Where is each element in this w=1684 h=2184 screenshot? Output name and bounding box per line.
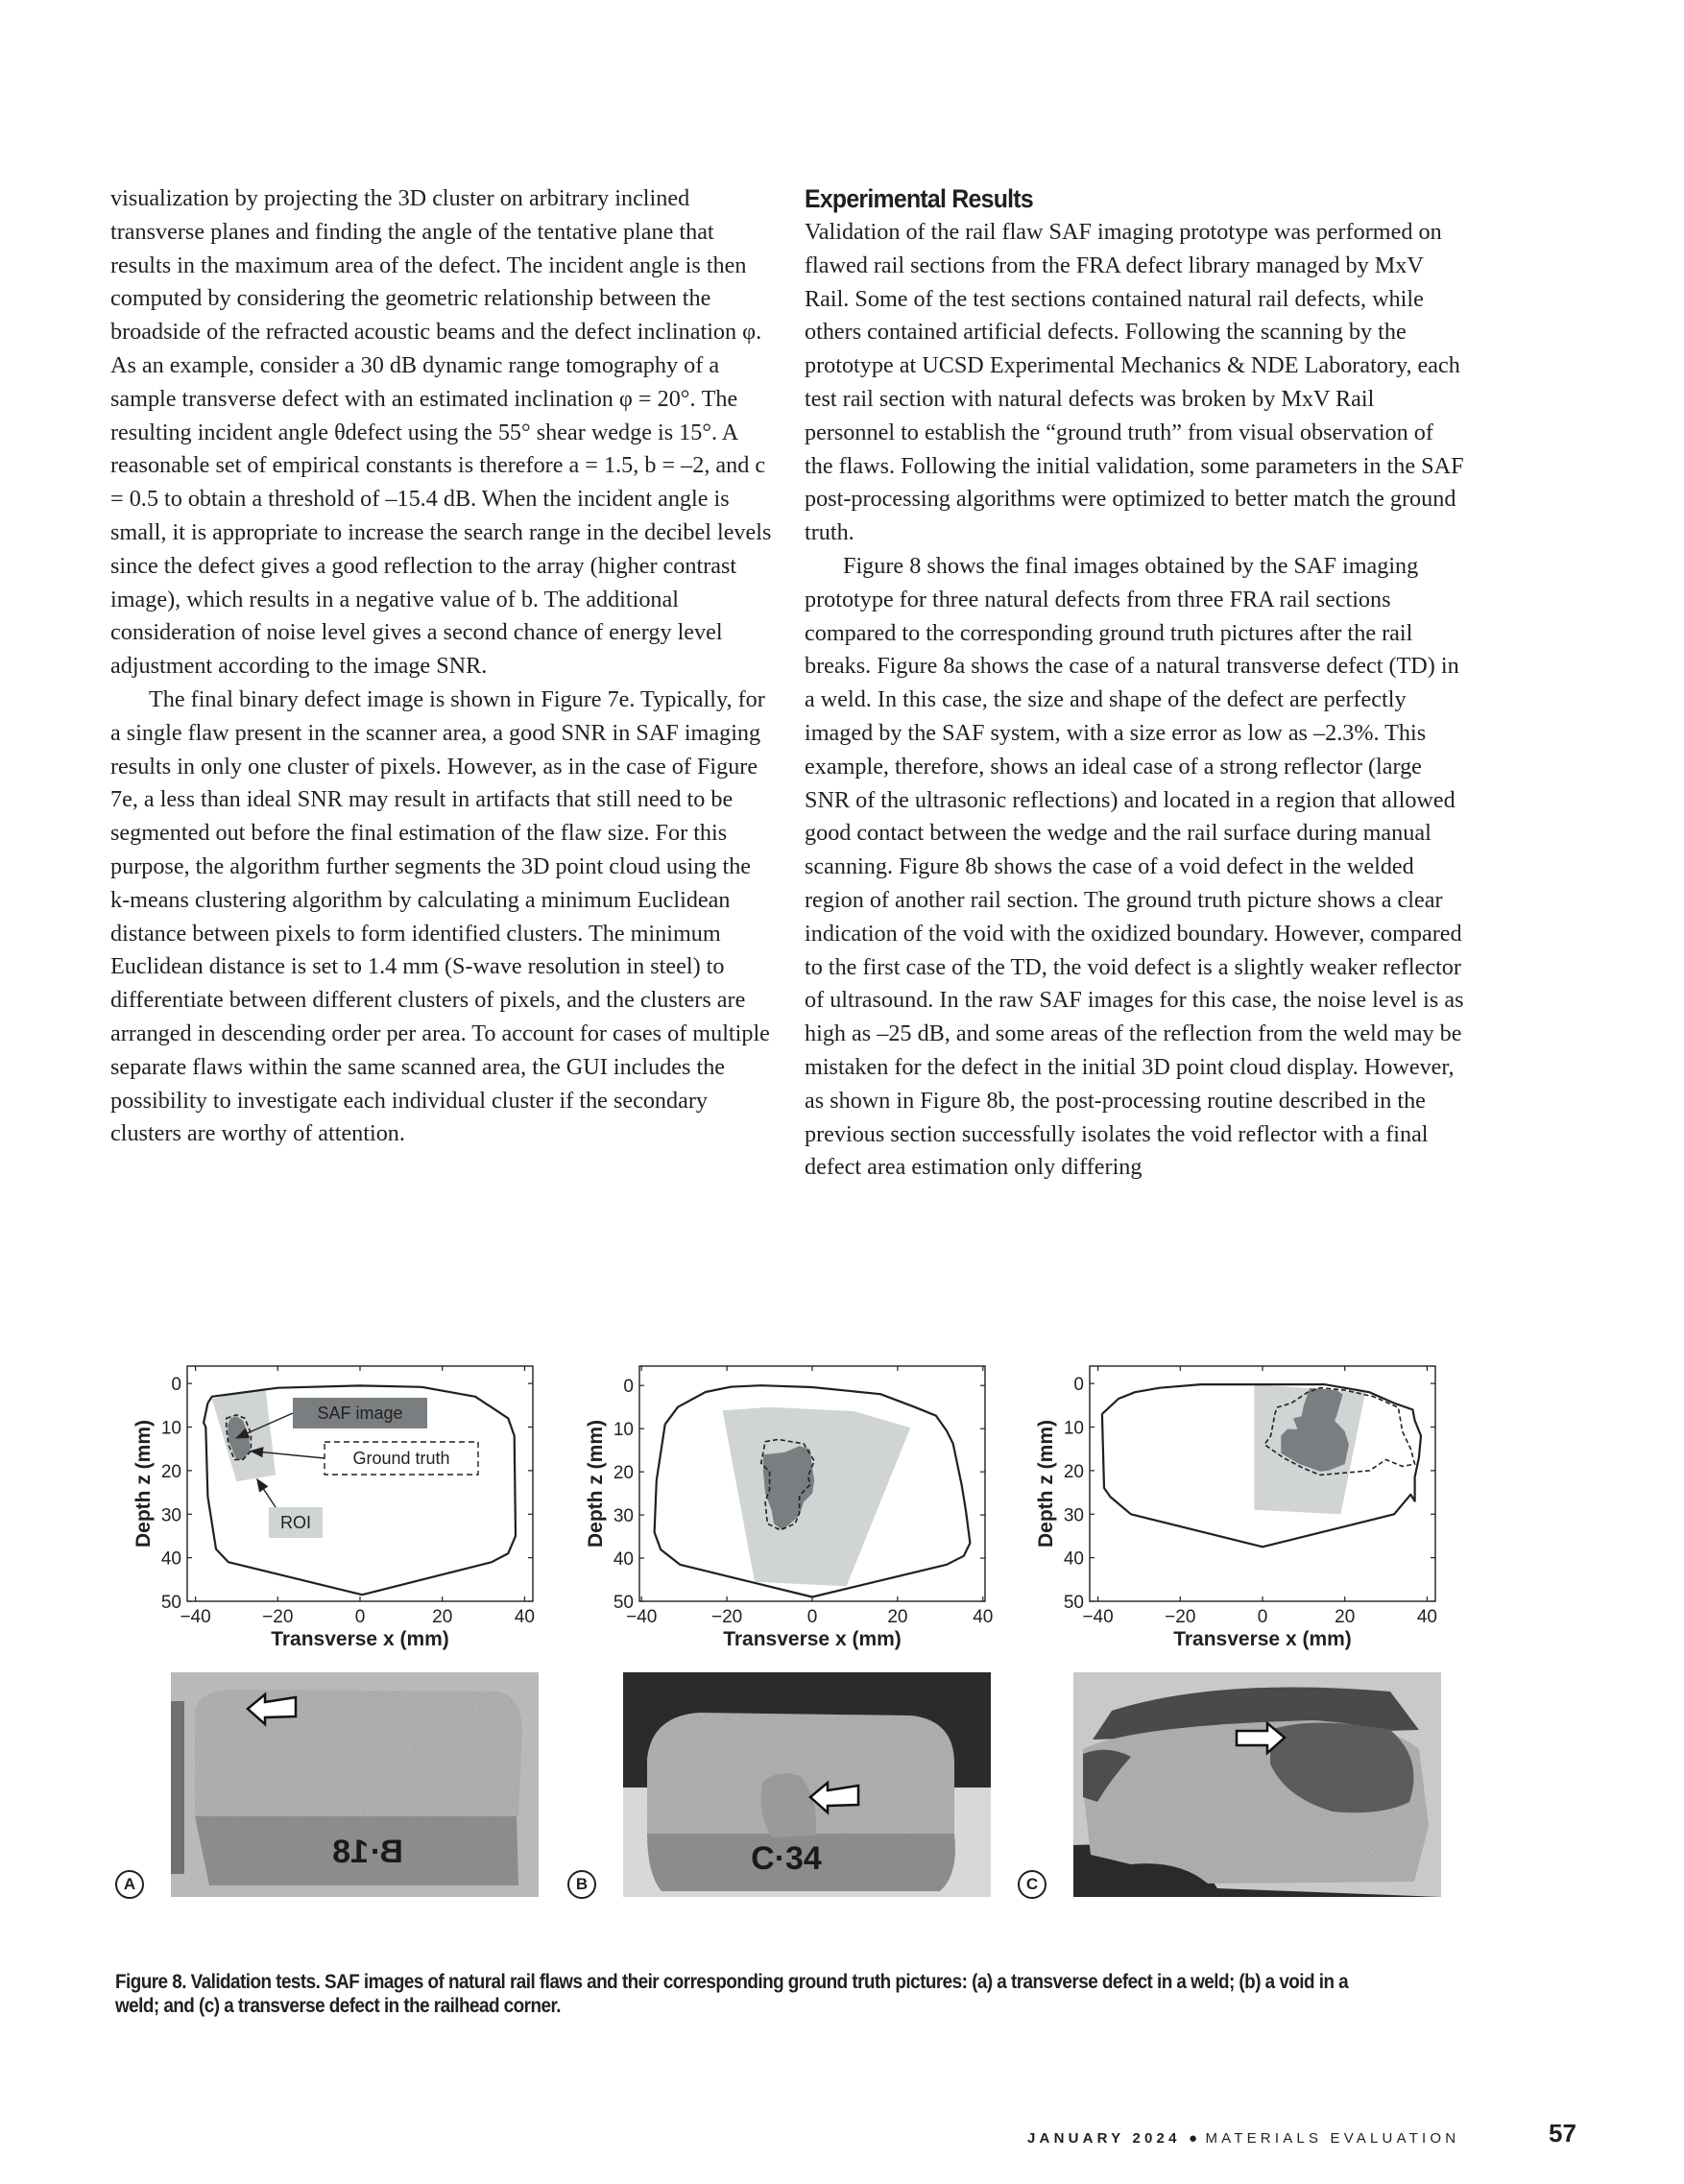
annotation-roi (257, 1479, 323, 1538)
y-tick-label: 20 (1063, 1461, 1084, 1482)
x-tick-label: 20 (432, 1607, 453, 1627)
figure-panel-a (115, 1363, 557, 1901)
x-tick-label: 20 (1335, 1607, 1356, 1627)
x-tick-label: −20 (710, 1607, 743, 1627)
x-tick-label: −40 (626, 1607, 658, 1627)
x-tick-label: −20 (262, 1607, 294, 1627)
x-axis-label: Transverse x (mm) (723, 1628, 902, 1650)
x-axis-label: Transverse x (mm) (271, 1628, 449, 1650)
saf-plot-c (1018, 1363, 1459, 1670)
x-tick-label: 20 (887, 1607, 908, 1627)
body-paragraph: The final binary defect image is shown in Figure 7e. Typically, for a single flaw present in the scanner area, a good SNR in SAF imaging results in only one cluster of pixels. However, as in the case of Figure 7e, a less than ideal SNR may result in artifacts that still need to be segmented out before the final estimation of the flaw size. For this purpose, the algorithm further segments the 3D point cloud using the k-means clustering algorithm by calculating a minimum Euclidean distance between pixels to form identified clusters. The minimum Euclidean distance is set to 1.4 mm (S-wave resolution in steel) to differentiate between different clusters of pixels, and the clusters are arranged in descending order per area. To account for cases of multiple separate flaws within the same scanned area, the GUI includes the possibility to investigate each individual cluster if the secondary clusters are worthy of attention. (110, 685, 770, 1147)
y-axis-label: Depth z (mm) (132, 1420, 155, 1548)
y-tick-label: 10 (613, 1420, 634, 1441)
page-number: 57 (1549, 2119, 1576, 2148)
y-tick-label: 50 (1063, 1593, 1084, 1613)
y-tick-label: 0 (623, 1377, 634, 1398)
x-tick-label: −40 (1082, 1607, 1114, 1627)
x-tick-label: 40 (973, 1607, 994, 1627)
specimen-label: B·18 (332, 1834, 403, 1870)
svg-text:Ground truth: Ground truth (352, 1449, 450, 1468)
specimen-label: C·34 (751, 1840, 822, 1877)
ground-truth-photo-b (623, 1672, 991, 1897)
x-tick-label: 0 (1257, 1607, 1268, 1627)
panel-label-b: B (567, 1870, 596, 1899)
x-tick-label: −40 (180, 1607, 211, 1627)
svg-text:SAF image: SAF image (317, 1404, 403, 1423)
body-paragraph: visualization by projecting the 3D cluster on arbitrary inclined transverse planes and finding the angle of the tentative plane that results in the maximum area of the defect. The incident angle is then computed by considering the geometric relationship between the broadside of the refracted acoustic beams and the defect inclination φ. As an example, consider a 30 dB dynamic range tomography of a sample transverse defect with an estimated inclination φ = 20°. The resulting incident angle θdefect using the 55° shear wedge is 15°. A reasonable set of empirical constants is therefore a = 1.5, b = –2, and c = 0.5 to obtain a threshold of –15.4 dB. When the incident angle is small, it is appropriate to increase the search range in the decibel levels since the defect gives a good reflection to the array (higher contrast image), which results in a negative value of b. The additional consideration of noise level gives a second chance of energy level adjustment according to the image SNR. (110, 185, 772, 680)
figure-caption: Figure 8. Validation tests. SAF images of natural rail flaws and their corresponding ground truth pictures: (a) a transverse defect in a weld; (b) a void in a weld; and (c) a transverse defect in the railhead corner. (115, 1971, 1349, 2017)
y-tick-label: 0 (1073, 1375, 1084, 1396)
x-tick-label: 0 (354, 1607, 366, 1627)
photo-illustration (623, 1672, 991, 1897)
saf-plot-a (115, 1363, 557, 1670)
annotation-arrow (257, 1479, 276, 1507)
y-tick-label: 50 (613, 1593, 634, 1613)
x-tick-label: 0 (806, 1607, 818, 1627)
svg-text:ROI: ROI (279, 1513, 312, 1532)
y-tick-label: 40 (1063, 1548, 1084, 1570)
photo-illustration (171, 1672, 539, 1897)
figure-panel-c (1018, 1363, 1459, 1901)
issue-date: JANUARY 2024 (1027, 2130, 1181, 2147)
saf-plot-b (567, 1363, 1009, 1670)
right-column (805, 182, 1467, 1185)
y-tick-label: 20 (160, 1461, 181, 1482)
figure-8 (115, 1363, 1459, 1901)
body-paragraph: Figure 8 shows the final images obtained by the SAF imaging prototype for three natural defects from three FRA rail sections compared to the corresponding ground truth pictures after the rail breaks. Figure 8a shows the case of a natural transverse defect (TD) in a weld. In this case, the size and shape of the defect are perfectly imaged by the SAF system, with a size error as low as –2.3%. This example, therefore, shows an ideal case of a strong reflector (large SNR of the ultrasonic reflections) and located in a region that allowed good contact between the wedge and the rail surface during manual scanning. Figure 8b shows the case of a void defect in the welded region of another rail section. The ground truth picture shows a clear indication of the void with the oxidized boundary. However, compared to the first case of the TD, the void defect is a slightly weaker reflector of ultrasound. In the raw SAF images for this case, the noise level is as high as –25 dB, and some areas of the reflection from the weld may be mistaken for the defect in the initial 3D point cloud display. However, as shown in Figure 8b, the post-processing routine described in the previous section successfully isolates the void reflector with a final defect area estimation only differing (805, 552, 1464, 1181)
y-tick-label: 20 (613, 1463, 634, 1484)
x-axis-label: Transverse x (mm) (1173, 1628, 1352, 1650)
x-tick-label: 40 (514, 1607, 535, 1627)
body-paragraph: Validation of the rail flaw SAF imaging prototype was performed on flawed rail sections from the FRA defect library managed by MxV Rail. Some of the test sections contained natural rail defects, while others contained artificial defects. Following the scanning by the prototype at UCSD Experimental Mechanics & NDE Laboratory, each test rail section with natural defects was broken by MxV Rail personnel to establish the “ground truth” from visual observation of the flaws. Following the initial validation, some parameters in the SAF post-processing algorithms were optimized to better match the ground truth. (805, 219, 1464, 546)
bullet-separator: ● (1189, 2130, 1198, 2147)
figure-panel-b (567, 1363, 1009, 1901)
photo-illustration (1073, 1672, 1441, 1897)
y-tick-label: 10 (160, 1418, 181, 1439)
y-tick-label: 40 (613, 1549, 634, 1571)
y-tick-label: 0 (171, 1375, 181, 1396)
journal-name: MATERIALS EVALUATION (1205, 2130, 1460, 2147)
y-tick-label: 30 (613, 1506, 634, 1527)
panel-label-c: C (1018, 1870, 1046, 1899)
panel-label-a: A (115, 1870, 144, 1899)
y-tick-label: 40 (160, 1548, 181, 1570)
annotation-ground-truth (251, 1442, 478, 1475)
y-tick-label: 50 (160, 1593, 181, 1613)
y-tick-label: 30 (160, 1505, 181, 1526)
y-axis-label: Depth z (mm) (585, 1420, 607, 1548)
running-footer (1027, 2130, 1459, 2147)
ground-truth-photo-c (1073, 1672, 1441, 1897)
left-column (110, 182, 773, 1151)
roi-region (723, 1407, 911, 1587)
y-axis-label: Depth z (mm) (1035, 1420, 1057, 1548)
x-tick-label: 40 (1416, 1607, 1437, 1627)
y-tick-label: 30 (1063, 1505, 1084, 1526)
ground-truth-photo-a (171, 1672, 539, 1897)
x-tick-label: −20 (1165, 1607, 1196, 1627)
y-tick-label: 10 (1063, 1418, 1084, 1439)
section-heading: Experimental Results (805, 184, 1033, 213)
